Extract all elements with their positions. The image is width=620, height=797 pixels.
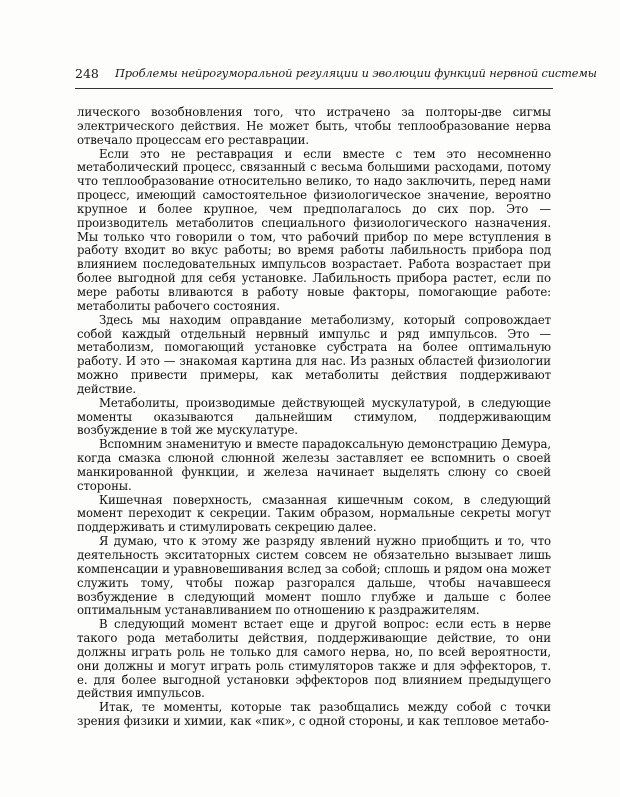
paragraph: Кишечная поверхность, смазанная кишечным соком, в следующий момент переходит к секреции. Таким образом, нормальные секреты могут поддерживать и стимулировать секрецию далее.: [77, 492, 551, 535]
body-text: [77, 106, 551, 729]
paragraph: В следующий момент встает еще и другой вопрос: если есть в нерве такого рода метаболиты действия, поддерживающие действие, то они должны играть роль не только для самого нерва, но, по всей вероятности, они должны и могут играть роль стимуляторов также и для эффекторов, т. е. для более выгодной установки эффекторов под влиянием предыдущего действия импульсов.: [77, 617, 551, 701]
running-title: Проблемы нейрогуморальной регуляции и эволюции функций нервной системы: [115, 66, 597, 80]
paragraph: Вспомним знаменитую и вместе парадоксальную демонстрацию Демура, когда смазка слюной слюнной железы заставляет ее вспомнить о своей манкированной функции, и железа начинает выделять слюну со своей стороны.: [77, 437, 551, 493]
paragraph: Здесь мы находим оправдание метаболизму, который сопровождает собой каждый отдельный нервный импульс и ряд импульсов. Это — метаболизм, помогающий установке субстрата на более оптимальную работу. И это — знакомая картина для нас. Из разных областей физиологии можно привести примеры, как метаболиты действия поддерживают действие.: [77, 312, 551, 396]
paragraph: Итак, те моменты, которые так разобщались между собой с точки зрения физики и химии, как «пик», с одной стороны, и как тепловое метабо-: [77, 700, 551, 729]
page-header: [75, 66, 597, 84]
page-number: 248: [75, 66, 99, 81]
paragraph: Если это не реставрация и если вместе с тем это несомненно метаболический процесс, связанный с весьма большими расходами, потому что теплообразование относительно велико, то надо заключить, перед нами процесс, имеющий самостоятельное физиологическое значение, вероятно крупное и более крупное, чем предполагалось до сих пор. Это — производитель метаболитов специального физиологического назначения. Мы только что говорили о том, что рабочий прибор по мере вступления в работу входит во вкус работы; во время работы лабильность прибора под влиянием последовательных импульсов возрастает. Работа возрастает при более выгодной для себя установке. Лабильность прибора растет, если по мере работы вливаются в работу новые факторы, помогающие работе: метаболиты рабочего состояния.: [77, 146, 551, 313]
header-rule: [75, 88, 553, 89]
paragraph: лического возобновления того, что истрачено за полторы-две сигмы электрического действия. Не может быть, чтобы теплообразование нерва отвечало процессам его реставрации.: [77, 105, 551, 147]
paragraph: Метаболиты, производимые действующей мускулатурой, в следующие моменты оказываются дальнейшим стимулом, поддерживающим возбуждение в той же мускулатуре.: [77, 395, 551, 438]
paragraph: Я думаю, что к этому же разряду явлений нужно приобщить и то, что деятельность экситаторных систем совсем не обязательно вызывает лишь компенсации и уравновешивания вслед за собой; сплошь и рядом она может служить тому, чтобы пожар разгорался дальше, чтобы начавшееся возбуждение в следующий момент пошло глубже и дальше с более оптимальным устанавливанием по отношению к раздражителям.: [77, 534, 551, 618]
